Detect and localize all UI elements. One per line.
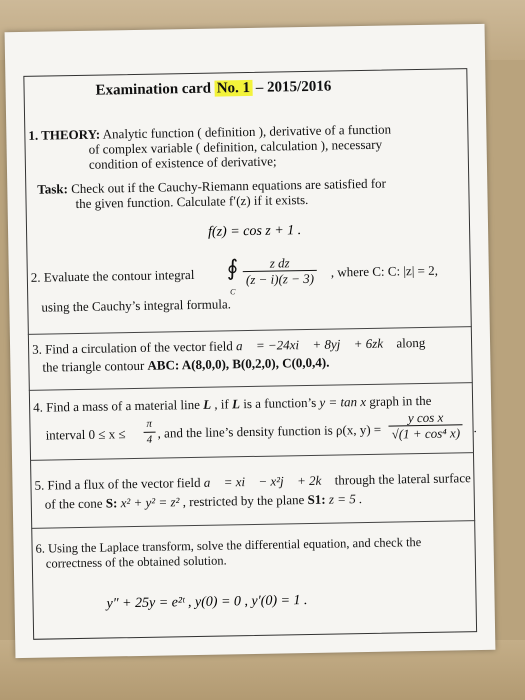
q6-line-1: 6. Using the Laplace transform, solve the differential equation, and check the <box>35 535 422 556</box>
contour-subscript: C <box>230 287 236 297</box>
q3-triangle-points: ABC: A(8,0,0), B(0,2,0), C(0,0,4). <box>147 354 330 373</box>
q4-pi: π <box>143 417 155 433</box>
q4-period: . <box>473 420 477 436</box>
q2-denominator: (z − i)(z − 3) <box>245 270 315 288</box>
q4-function: y = tan x <box>319 393 367 410</box>
examination-card-paper <box>5 24 496 658</box>
theory-section <box>28 120 469 173</box>
q2-numerator: z dz <box>243 255 317 272</box>
title-number-highlight: No. 1 <box>216 79 251 97</box>
q6-formula: y″ + 25y = e²ᵗ , y(0) = 0 , y′(0) = 1 . <box>106 593 308 612</box>
question-4 <box>33 392 489 451</box>
q5-line-2a: of the cone <box>44 495 106 512</box>
q4-text-a: 4. Find a mass of a material line <box>32 396 204 415</box>
title-suffix: – 2015/2016 <box>251 78 332 96</box>
q6-line-2: correctness of the obtained solution. <box>45 553 227 571</box>
task-line-2: the given function. Calculate f′(z) if it exists. <box>75 191 309 212</box>
task-line-1: Check out if the Cauchy-Riemann equations are satisfied for <box>71 175 387 197</box>
q4-text-c: is a function’s <box>239 394 320 412</box>
q5-line-2b: , restricted by the plane <box>179 492 308 510</box>
q5-text-a: 5. Find a flux of the vector field <box>34 474 204 493</box>
q5-plane: z = 5 . <box>325 491 363 507</box>
q5-S-label: S: <box>105 495 118 511</box>
q3-text-a: 3. Find a circulation of the vector field <box>31 338 237 357</box>
q3-vector-field: a⃗ = −24xi⃗ + 8yj⃗ + 6zk⃗ <box>235 335 394 354</box>
q5-text-b: through the lateral surface <box>331 470 471 488</box>
q2-where: , where C: C: |z| = 2, <box>330 262 439 280</box>
q4-density-denominator: √(1 + cos⁴ x) <box>391 425 461 442</box>
task-formula: f(z) = cos z + 1 . <box>207 223 302 240</box>
q5-vector-field: a⃗ = xi⃗ − x²j⃗ + 2k⃗ <box>203 472 332 490</box>
q4-L-2: L <box>231 396 241 412</box>
q4-text-b: , if <box>210 396 233 412</box>
q4-density-text: , and the line’s density function is ρ(x, y) = <box>157 421 382 441</box>
q4-pi-fraction <box>143 417 155 448</box>
theory-label: 1. THEORY: <box>28 126 101 143</box>
q4-text-d: graph in the <box>365 392 432 409</box>
title-prefix: Examination card <box>95 80 215 99</box>
q2-fraction <box>243 255 318 287</box>
question-2 <box>31 252 482 315</box>
theory-line-2: of complex variable ( definition, calculation ), necessary <box>88 136 383 157</box>
q2-line-2: using the Cauchy’s integral formula. <box>41 296 232 315</box>
q3-text-b: along <box>393 334 426 351</box>
q4-four: 4 <box>146 433 153 446</box>
q5-cone-formula: x² + y² = z² <box>117 494 180 511</box>
q2-label: 2. Evaluate the contour integral <box>30 266 195 285</box>
theory-line-1: Analytic function ( definition ), derivative of a function <box>102 121 392 142</box>
contour-integral-symbol: ∮ <box>226 255 239 281</box>
q3-line-2a: the triangle contour <box>42 357 148 375</box>
q5-S1-label: S1: <box>307 491 326 508</box>
q4-density-numerator: y cos x <box>388 409 463 426</box>
q4-L-1: L <box>203 396 212 412</box>
theory-line-3: condition of existence of derivative; <box>88 153 277 172</box>
task-label: Task: <box>37 181 69 197</box>
q4-density-fraction <box>388 409 463 441</box>
q4-interval: interval 0 ≤ x ≤ <box>45 426 126 443</box>
